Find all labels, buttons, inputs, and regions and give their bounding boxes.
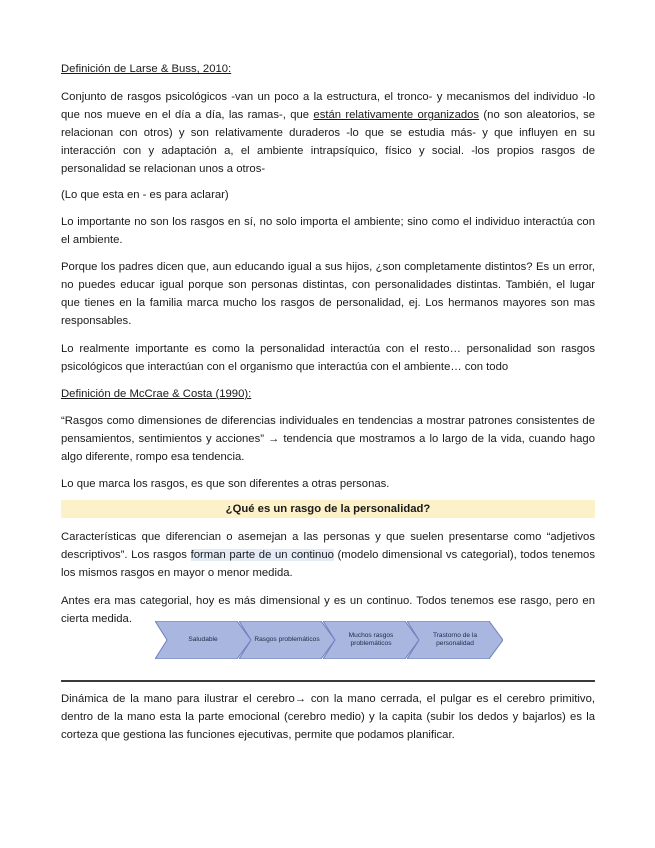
def1-p4: Lo realmente importante es como la personalidad interactúa con el resto… personalidad son rasgos psicológicos que interactúan con el organismo que interactúa con el ambiente… con todo xyxy=(61,343,595,374)
def1-paragraph xyxy=(61,88,595,178)
section-p1-b: (modelo dimensional vs categorial), todos tenemos los mismos rasgos en mayor o menor medida. xyxy=(61,549,595,580)
continuum-step-2 xyxy=(239,621,335,659)
section-p2: Antes era mas categorial, hoy es más dimensional y es un continuo. Todos tenemos ese rasgo, pero en cierta medida. xyxy=(61,595,595,626)
continuum-step-3 xyxy=(323,621,419,659)
def1-para-underline: están relativamente organizados xyxy=(313,109,480,122)
footer-block xyxy=(61,690,595,744)
def2-heading-block xyxy=(61,385,595,403)
def2-heading: Definición de McCrae & Costa (1990): xyxy=(61,388,252,400)
section-p1-block xyxy=(61,528,595,582)
def2-quote-block xyxy=(61,412,595,466)
def1-p3-block xyxy=(61,258,595,330)
def2-quote: “Rasgos como dimensiones de diferencias individuales en tendencias a mostrar patrones consistentes de pensamientos, sentimientos y acciones” → tendencia que mostramos a lo largo de la vida, cuando hago algo diferente, rompo esa tendencia. xyxy=(61,415,595,464)
continuum-step-4 xyxy=(407,621,503,659)
def1-block xyxy=(61,60,595,78)
def1-heading: Definición de Larse & Buss, 2010: xyxy=(61,63,232,75)
def1-p4-block xyxy=(61,340,595,376)
def1-p2-block xyxy=(61,213,595,249)
continuum-label-1: Saludable xyxy=(188,636,218,643)
continuum-label-4: Trastorno de la personalidad xyxy=(432,632,478,647)
def1-note-block xyxy=(61,186,595,204)
def1-p3: Porque los padres dicen que, aun educando igual a sus hijos, ¿son completamente distintos? Es un error, no puedes educar igual porque son personas distintas, con personalidades distintas. También, el lugar que tienes en la familia marca mucho los rasgos de personalidad, ej. Los hermanos mayores son mas responsables. xyxy=(61,261,595,328)
footer-paragraph: Dinámica de la mano para ilustrar el cerebro→ con la mano cerrada, el pulgar es el cerebro primitivo, dentro de la mano esta la parte emocional (cerebro medio) y la capita (subir los dedos y bajarlos) es la corteza que gestiona las funciones ejecutivas, permite que podamos planificar. xyxy=(61,693,595,742)
section-heading: ¿Qué es un rasgo de la personalidad? xyxy=(61,500,595,518)
section-p1-highlight: forman parte de un continuo xyxy=(190,549,334,562)
def2-p2-block xyxy=(61,475,595,493)
def1-para-a: Conjunto de rasgos psicológicos -van un poco a la estructura, el tronco- y mecanismos del individuo -lo que nos mueve en el día a día, las ramas-, que xyxy=(61,91,595,122)
section-p1-a: Características que diferencian o asemejan a las personas y que suelen presentarse como “adjetivos descriptivos”. Los rasgos xyxy=(61,531,595,562)
def2-p2: Lo que marca los rasgos, es que son diferentes a otras personas. xyxy=(61,478,390,490)
continuum-step-1 xyxy=(155,621,251,659)
def1-para-b: (no son aleatorios, se relacionan con otros) y son relativamente duraderos -lo que se estudia más- y que influyen en su interacción con y adaptación a, el ambiente intrapsíquico, físico y social. -los propios rasgos de personalidad se relacionan unos a otros- xyxy=(61,109,596,176)
horizontal-rule xyxy=(61,680,595,682)
def1-p2: Lo importante no son los rasgos en sí, no solo importa el ambiente; sino como el individuo interactúa con el ambiente. xyxy=(61,216,595,247)
def1-note: (Lo que esta en - es para aclarar) xyxy=(61,189,229,201)
continuum-label-3: Muchos rasgos problemáticos xyxy=(348,632,394,647)
continuum-label-2: Rasgos problemáticos xyxy=(254,636,320,643)
